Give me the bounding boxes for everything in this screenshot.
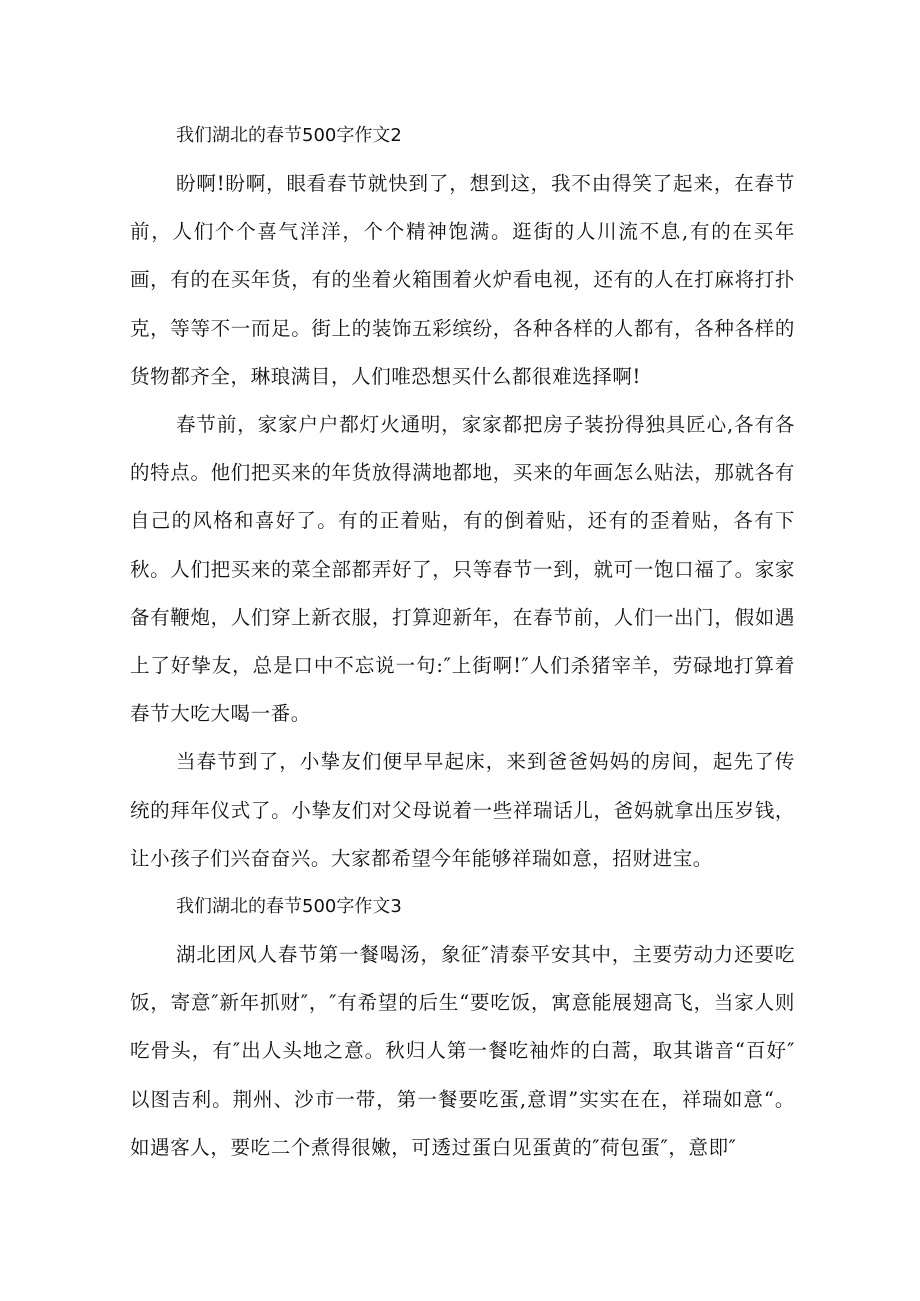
section3-paragraph-1: 湖北团风人春节第一餐喝汤，象征″清泰平安其中，主要劳动力还要吃饭，寄意″新年抓财″，″有希望的后生“要吃饭，寓意能展翅高飞，当家人则吃骨头，有″出人头地之意。秋归人第一餐吃袖炸的白蒿，取其谐音“百好″以图吉利。荆州、沙市一带，第一餐要吃蛋,意谓”实实在在，祥瑞如意“。如遇客人，要吃二个煮得很嫩，可透过蛋白见蛋黄的″荷包蛋″，意即″ <box>130 943 795 1159</box>
section2-paragraph-2: 春节前，家家户户都灯火通明，家家都把房子装扮得独具匠心,各有各的特点。他们把买来的年货放得满地都地，买来的年画怎么贴法，那就各有自己的风格和喜好了。有的正着贴，有的倒着贴，还有的歪着贴，各有下秋。人们把买来的菜全部都弄好了，只等春节一到，就可一饱口福了。家家备有鞭炮，人们穿上新衣服，打算迎新年，在春节前，人们一出门，假如遇上了好挚友，总是口中不忘说一句:″上街啊!″人们杀猪宰羊，劳碌地打算着春节大吃大喝一番。 <box>130 413 795 726</box>
section2-paragraph-3: 当春节到了，小挚友们便早早起床，来到爸爸妈妈的房间，起先了传统的拜年仪式了。小挚友们对父母说着一些祥瑞话儿，爸妈就拿出压岁钱，让小孩子们兴奋奋兴。大家都希望今年能够祥瑞如意，招财进宝。 <box>130 750 795 870</box>
section-title-2: 我们湖北的春节500字作文2 <box>176 125 402 146</box>
section2-paragraph-1: 盼啊!盼啊，眼看春节就快到了，想到这，我不由得笑了起来，在春节前，人们个个喜气洋洋，个个精神饱满。逛街的人川流不息,有的在买年画，有的在买年货，有的坐着火箱围着火炉看电视，还有的人在打麻将打扑克，等等不一而足。街上的装饰五彩缤纷，各种各样的人都有，各种各样的货物都齐全，琳琅满目，人们唯恐想买什么都很难选择啊! <box>130 172 795 388</box>
document-body <box>130 112 795 1172</box>
section-title-3: 我们湖北的春节500字作文3 <box>176 896 402 918</box>
